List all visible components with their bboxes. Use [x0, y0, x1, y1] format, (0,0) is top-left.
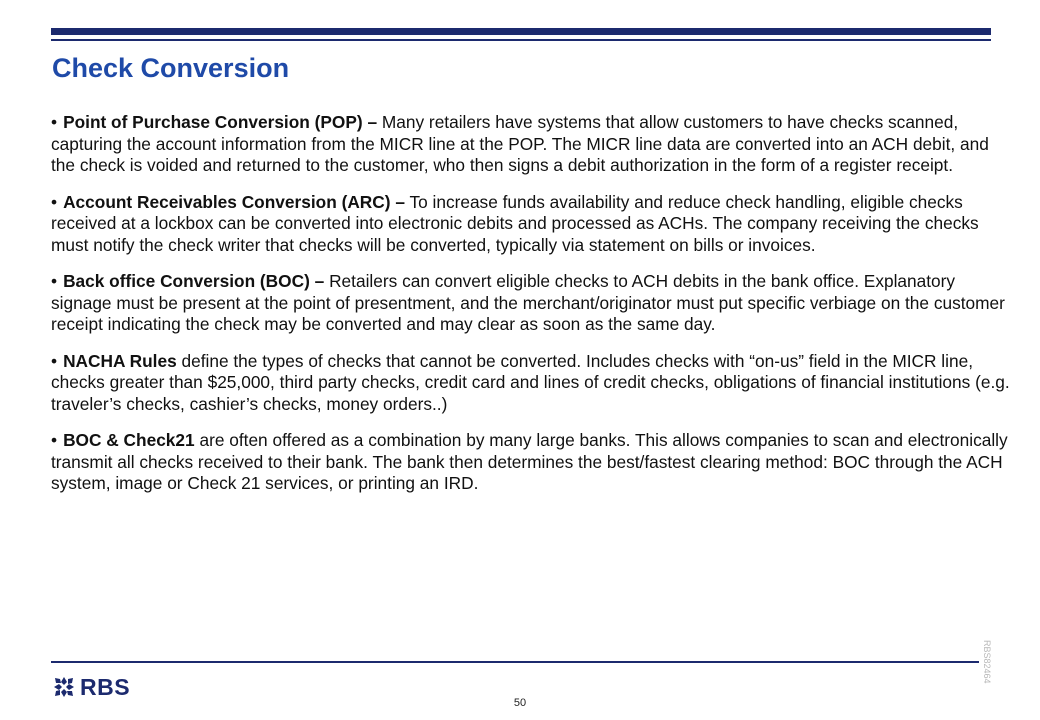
bullet-text: Retailers can convert eligible checks to ACH debits in the bank office. Explanatory signage must be present at the point of presentment, and the merchant/originator must put specific verbiage on the customer receipt indicating the check may be converted and may clear as soon as the same day. [51, 271, 1005, 334]
slide-title: Check Conversion [52, 53, 290, 83]
header-rule-thick [51, 28, 991, 35]
bullet-dot: • [51, 112, 58, 132]
rbs-logo [52, 675, 130, 699]
bullet-text: define the types of checks that cannot be converted. Includes checks with “on-us” field in the MICR line, checks greater than $25,000, third party checks, credit card and lines of credit checks, obligations of financial institutions (e.g. traveler’s checks, cashier’s checks, money orders..) [51, 350, 1010, 414]
bullet-text: Many retailers have systems that allow customers to have checks scanned, capturing the account information from the MICR line at the POP. The MICR line data are converted into an ACH debit, and the check is voided and returned to the customer, who then signs a debit authorization in the form of a register receipt. [51, 112, 989, 175]
bullet-list [51, 112, 1013, 510]
bullet-term: Account Receivables Conversion (ARC) – [63, 191, 405, 212]
bullet-term: BOC & Check21 [63, 430, 195, 450]
bullet-text: To increase funds availability and reduce check handling, eligible checks received at a lockbox can be converted into electronic debits and processed as ACHs. The company receiving the checks must notify the check writer that checks will be converted, typically via statement on bills or invoices. [51, 191, 979, 255]
header-rule-thin [51, 39, 991, 41]
bullet-text: are often offered as a combination by many large banks. This allows companies to scan and electronically transmit all checks received to their bank. The bank then determines the best/fastest clearing method: BOC through the ACH system, image or Check 21 services, or printing an IRD. [51, 430, 1008, 493]
page-number: 50 [513, 697, 527, 709]
footer-rule [51, 661, 979, 663]
bullet-term: NACHA Rules [63, 350, 177, 371]
bullet-boc-check21 [51, 430, 1013, 495]
bullet-dot: • [51, 350, 58, 371]
bullet-term: Point of Purchase Conversion (POP) – [63, 112, 378, 132]
bullet-dot: • [51, 430, 58, 450]
bullet-dot: • [51, 191, 58, 212]
rbs-daisy-logo-icon [52, 675, 76, 699]
bullet-term: Back office Conversion (BOC) – [63, 271, 325, 291]
document-code: RBS82464 [982, 640, 992, 684]
logo-text: RBS [80, 674, 131, 700]
bullet-dot: • [51, 271, 58, 291]
bullet-arc [51, 192, 1013, 257]
bullet-nacha [51, 351, 1013, 416]
bullet-pop [51, 112, 1013, 177]
bullet-boc [51, 271, 1013, 336]
